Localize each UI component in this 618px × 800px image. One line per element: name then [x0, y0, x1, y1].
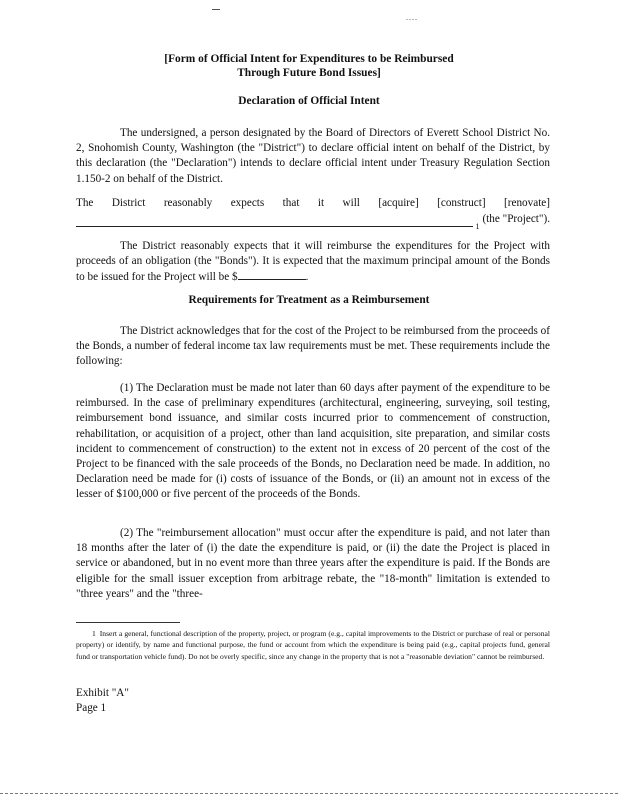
project-word: [renovate] [504, 197, 550, 209]
project-word: [acquire] [378, 197, 419, 209]
acknowledgement-text: The District acknowledges that for the cost of the Project to be reimbursed from the proceeds of the Bonds, a number of federal income tax law requirements must be met. These requirements include the following: [76, 325, 550, 368]
requirement-1-text: (1) The Declaration must be made not later than 60 days after payment of the expenditure to be reimbursed. In the case of preliminary expenditures (architectural, engineering, surveying, soil testing, reimbursement bond issuance, and similar costs incurred prior to commencement of construction, rehabilitation, or acquisition of a project, other than land acquisition, site preparation, and similar costs incident to commencement of construction) to the extent not in excess of 20 percent of the cost of the Project to be financed with the sale proceeds of the Bonds, no Declaration need be made. In addition, no Declaration need be made for (i) costs of issuance of the Bonds, or (ii) an amount not in excess of the lesser of $100,000 or five percent of the proceeds of the Bonds. [76, 382, 550, 501]
requirements-heading: Requirements for Treatment as a Reimbursement [188, 294, 430, 306]
footnote-text: Insert a general, functional description of the property, project, or program (e.g., capital improvements to the District or purchase of real or personal property) or identify, by name and functional purpose, the fund or account from which the expenditure is being paid (e.g., capital projects fund, general fund or transportation vehicle fund). Do not be overly specific, since any change in the property that is not a "reasonable deviation" cannot be reimbursed. [76, 629, 550, 661]
project-word: expects [230, 197, 265, 209]
header-dots: .... [406, 13, 418, 22]
footnote-divider [76, 622, 180, 623]
project-word: reasonably [163, 197, 213, 209]
amount-blank-line [238, 269, 306, 280]
project-word: The [76, 197, 94, 209]
project-word: [construct] [437, 197, 486, 209]
project-word: District [111, 197, 146, 209]
exhibit-label: Exhibit "A" [76, 687, 129, 699]
scan-mark [212, 9, 220, 10]
declaration-heading: Declaration of Official Intent [238, 95, 380, 107]
project-blank-line [76, 215, 473, 227]
footnote [76, 628, 550, 662]
scan-bottom-edge [0, 793, 618, 794]
project-definition: (the "Project"). [482, 213, 550, 225]
reimbursement-text: The District reasonably expects that it will reimburse the expenditures for the Project with proceeds of an obligation (the "Bonds"). It is expected that the maximum principal amount of the Bonds to be issued for the Project will be $ [76, 240, 550, 284]
reimbursement-text-end: . [305, 271, 309, 284]
requirement-2-paragraph [76, 526, 550, 602]
exhibit-label-block [76, 686, 129, 716]
project-paragraph [76, 196, 550, 231]
project-words-row [76, 196, 550, 211]
intro-paragraph [76, 126, 550, 187]
requirement-2-text: (2) The "reimbursement allocation" must occur after the expenditure is paid, and not later than 18 months after the later of (i) the date the expenditure is paid, or (ii) the date the Project is placed in service or abandoned, but in no event more than three years after the expenditure is paid. If the Bonds are eligible for the small issuer exception from arbitrage rebate, the "18-month" limitation is extended to "three years" and the "three- [76, 527, 550, 600]
intro-text: The undersigned, a person designated by the Board of Directors of Everett School District No. 2, Snohomish County, Washington (the "District") to declare official intent on behalf of the District, by this declaration (the "Declaration") intends to declare official intent under Treasury Regulation Section 1.150-2 on behalf of the District. [76, 127, 550, 185]
footnote-number: 1 [92, 629, 96, 638]
project-word: will [342, 197, 360, 209]
project-word: that [282, 197, 300, 209]
project-blank-row: 1 (the "Project"). [76, 212, 550, 227]
form-title-line-2: Through Future Bond Issues] [237, 67, 381, 79]
requirement-1-paragraph [76, 381, 550, 503]
form-title-line-1: [Form of Official Intent for Expenditures to be Reimbursed [164, 53, 454, 65]
project-word: it [317, 197, 325, 209]
acknowledgement-paragraph [76, 324, 550, 370]
page-number: Page 1 [76, 702, 107, 714]
reimbursement-paragraph [76, 239, 550, 286]
